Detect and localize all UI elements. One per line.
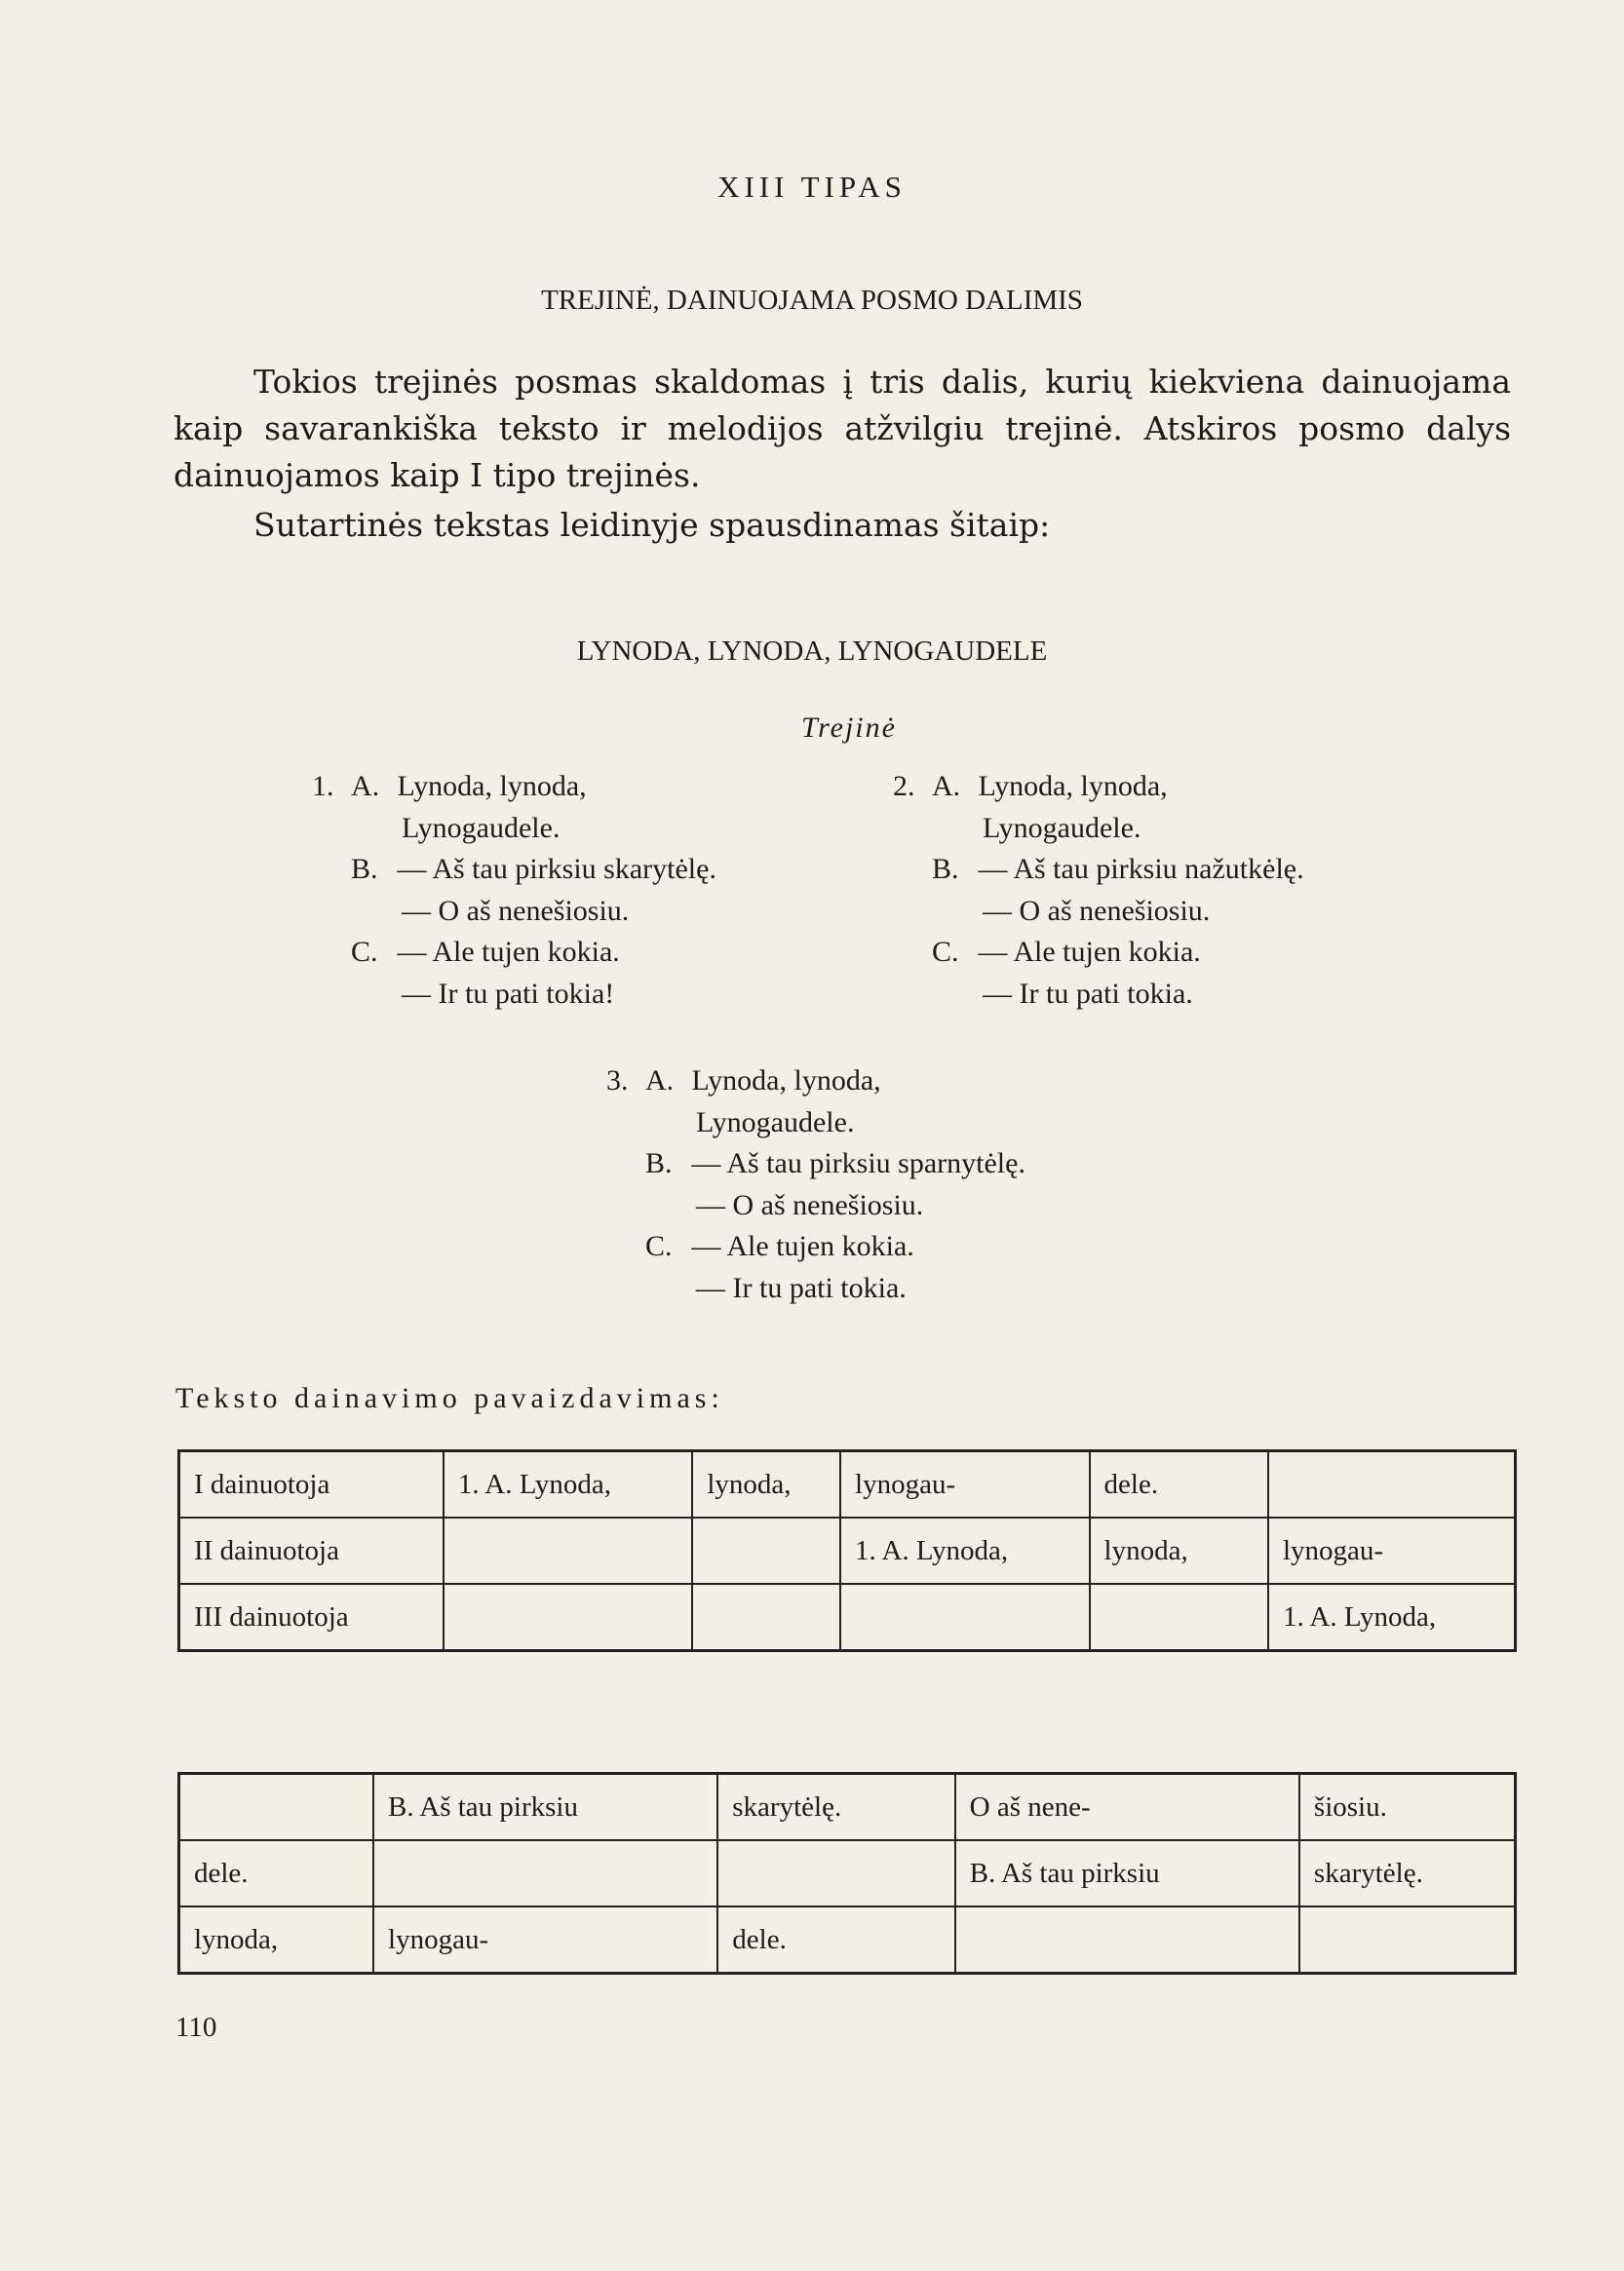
verse-number: 2. [893,770,915,802]
part-label: C. [932,936,959,968]
table-cell [1268,1451,1516,1519]
verse-line: Lynoda, lynoda, [397,770,587,802]
part-label: B. [932,853,959,885]
verse-line: — Aš tau pirksiu nažutkėlę. [978,853,1304,885]
part-label: C. [645,1230,673,1262]
verse-line: — O aš nenešiosiu. [696,1188,924,1221]
intro-paragraph-2: Sutartinės tekstas leidinyje spausdinamas šitaip: [253,506,1051,544]
part-label: B. [645,1147,673,1179]
table-cell [955,1906,1299,1974]
table-cell: lynoda, [179,1906,374,1974]
table-cell: B. Aš tau pirksiu [955,1840,1299,1906]
table-cell: II dainuotoja [179,1518,444,1584]
table-cell [444,1518,692,1584]
table-cell: B. Aš tau pirksiu [373,1774,717,1841]
part-label: C. [351,936,378,968]
singing-table-2 [177,1772,1517,1975]
table-row [179,1584,1516,1651]
table-cell: 1. A. Lynoda, [1268,1584,1516,1651]
table-cell: O aš nene- [955,1774,1299,1841]
table-cell: šiosiu. [1299,1774,1516,1841]
verse-line: — Ir tu pati tokia! [402,977,615,1010]
verse-line: Lynoda, lynoda, [691,1064,881,1097]
part-label: A. [351,770,380,802]
table-cell: 1. A. Lynoda, [840,1518,1089,1584]
table-row [179,1774,1516,1841]
verse-number: 3. [606,1064,629,1097]
table-cell [717,1840,954,1906]
table-cell: lynogau- [1268,1518,1516,1584]
table-cell [1090,1584,1268,1651]
verse-line: Lynogaudele. [696,1105,855,1138]
verse-line: — Ale tujen kokia. [691,1230,914,1262]
verse-1 [312,766,716,1015]
type-heading: XIII TIPAS [717,170,907,204]
table-cell [179,1774,374,1841]
table-cell: I dainuotoja [179,1451,444,1519]
section-heading: TREJINĖ, DAINUOJAMA POSMO DALIMIS [541,285,1083,316]
verse-line: Lynogaudele. [402,811,561,844]
song-subtitle: Trejinė [801,712,897,744]
part-label: A. [932,770,961,802]
table-cell: dele. [1090,1451,1268,1519]
verse-line: Lynoda, lynoda, [978,770,1168,802]
verse-line: Lynogaudele. [983,811,1141,844]
verse-line: — Ale tujen kokia. [978,936,1201,968]
table-cell: lynoda, [692,1451,840,1519]
table-cell: 1. A. Lynoda, [444,1451,692,1519]
page-number: 110 [175,2012,217,2043]
part-label: B. [351,853,378,885]
intro-paragraph: Tokios trejinės posmas skaldomas į tris dalis, kurių kiekviena dainuojama kaip savarankiška teksto ir melodijos atžvilgiu trejinė. Atskiros posmo dalys dainuojamos kaip I tipo trejinės. [174,363,1511,494]
verse-number: 1. [312,770,334,802]
part-label: A. [645,1064,675,1097]
table-cell: lynoda, [1090,1518,1268,1584]
verse-2 [893,766,1304,1015]
song-title: LYNODA, LYNODA, LYNOGAUDELE [576,635,1048,667]
table-cell: dele. [179,1840,374,1906]
singing-table-1 [177,1449,1517,1652]
table-row [179,1840,1516,1906]
table-row [179,1906,1516,1974]
table-row [179,1518,1516,1584]
verse-line: — O aš nenešiosiu. [402,894,630,927]
table-cell [692,1518,840,1584]
verse-line: — Aš tau pirksiu skarytėlę. [397,853,716,885]
verse-line: — O aš nenešiosiu. [983,894,1211,927]
table-cell: dele. [717,1906,954,1974]
illustration-heading: Teksto dainavimo pavaizdavimas: [175,1382,724,1414]
table-cell [444,1584,692,1651]
table-cell [840,1584,1089,1651]
table-cell [373,1840,717,1906]
table-cell: lynogau- [840,1451,1089,1519]
verse-line: — Ir tu pati tokia. [696,1271,907,1304]
verse-line: — Ir tu pati tokia. [983,977,1193,1010]
table-cell: III dainuotoja [179,1584,444,1651]
table-cell: skarytėlę. [1299,1840,1516,1906]
verse-3 [606,1060,1025,1309]
table-cell [1299,1906,1516,1974]
table-cell: skarytėlę. [717,1774,954,1841]
table-row [179,1451,1516,1519]
verse-line: — Ale tujen kokia. [397,936,620,968]
verse-line: — Aš tau pirksiu sparnytėlę. [691,1147,1025,1179]
table-cell [692,1584,840,1651]
table-cell: lynogau- [373,1906,717,1974]
